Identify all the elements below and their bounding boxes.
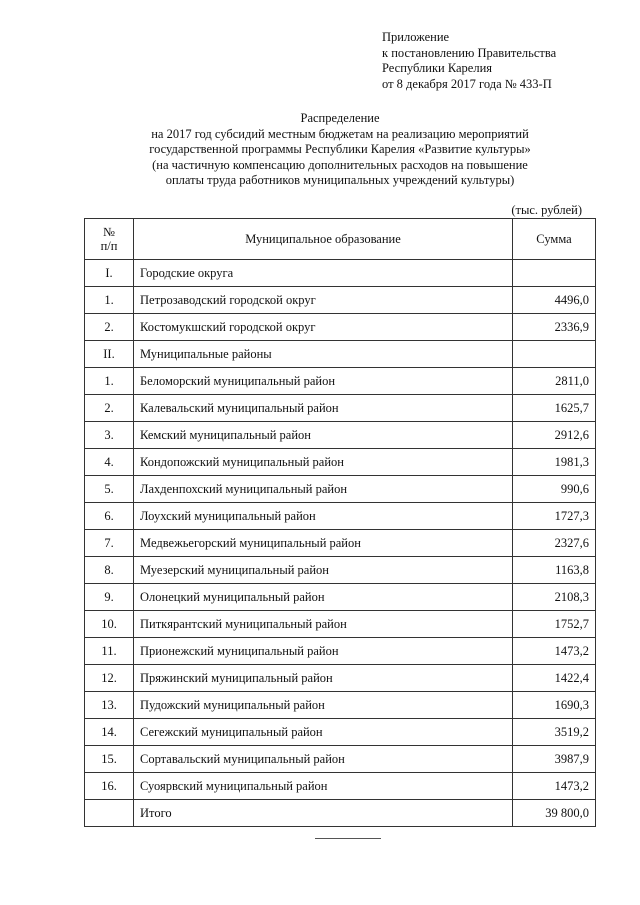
table-row — [85, 503, 596, 530]
row-sum-cell: 3519,2 — [513, 719, 596, 746]
row-num-cell: 3. — [85, 422, 134, 449]
row-name-cell: Беломорский муниципальный район — [134, 368, 513, 395]
row-sum-cell: 2327,6 — [513, 530, 596, 557]
title-line: (на частичную компенсацию дополнительных расходов на повышение — [152, 157, 528, 172]
table-row — [85, 800, 596, 827]
row-num-cell: 1. — [85, 368, 134, 395]
table-row — [85, 746, 596, 773]
table-row — [85, 557, 596, 584]
appendix-line: к постановлению Правительства — [382, 45, 557, 60]
header-num-line2: п/п — [100, 239, 118, 253]
row-sum-cell: 2811,0 — [513, 368, 596, 395]
appendix-line: Республики Карелия — [382, 61, 493, 75]
table-row — [85, 638, 596, 665]
row-num-cell: 7. — [85, 530, 134, 557]
row-name-cell: Пряжинский муниципальный район — [134, 665, 513, 692]
row-sum-cell: 1752,7 — [513, 611, 596, 638]
row-num-cell: 1. — [85, 287, 134, 314]
row-num-cell: 16. — [85, 773, 134, 800]
title-line: на 2017 год субсидий местным бюджетам на реализацию мероприятий — [151, 126, 529, 141]
table-row — [85, 584, 596, 611]
title-line: оплаты труда работников муниципальных учреждений культуры) — [165, 173, 515, 187]
row-sum-cell: 1422,4 — [513, 665, 596, 692]
row-num-cell — [85, 800, 134, 827]
row-name-cell: Медвежьегорский муниципальный район — [134, 530, 513, 557]
table-header-row — [85, 219, 596, 260]
table-row — [85, 692, 596, 719]
row-num-cell: 8. — [85, 557, 134, 584]
row-name-cell: Сегежский муниципальный район — [134, 719, 513, 746]
row-num-cell: 10. — [85, 611, 134, 638]
row-name-cell: Калевальский муниципальный район — [134, 395, 513, 422]
title-line: Распределение — [300, 111, 380, 125]
row-name-cell: Кемский муниципальный район — [134, 422, 513, 449]
row-num-cell: 4. — [85, 449, 134, 476]
row-name-cell: Петрозаводский городской округ — [134, 287, 513, 314]
row-sum-cell: 1163,8 — [513, 557, 596, 584]
row-name-cell: Пудожский муниципальный район — [134, 692, 513, 719]
table-row — [85, 395, 596, 422]
appendix-line: Приложение — [382, 30, 450, 44]
appendix-header — [382, 30, 556, 92]
row-num-cell: 5. — [85, 476, 134, 503]
row-num-cell: I. — [85, 260, 134, 287]
table-row — [85, 287, 596, 314]
table-row — [85, 719, 596, 746]
appendix-line: от 8 декабря 2017 года № 433-П — [382, 76, 552, 91]
table-row — [85, 260, 596, 287]
header-num-line1: № — [103, 225, 115, 239]
distribution-table — [84, 218, 596, 827]
row-num-cell: 6. — [85, 503, 134, 530]
row-name-cell: Муезерский муниципальный район — [134, 557, 513, 584]
title-line: государственной программы Республики Карелия «Развитие культуры» — [149, 142, 531, 156]
table-row — [85, 530, 596, 557]
row-name-cell: Кондопожский муниципальный район — [134, 449, 513, 476]
row-sum-cell: 1473,2 — [513, 638, 596, 665]
row-name-cell: Лоухский муниципальный район — [134, 503, 513, 530]
row-sum-cell: 2912,6 — [513, 422, 596, 449]
row-name-cell: Итого — [134, 800, 513, 827]
end-rule — [315, 838, 381, 839]
row-sum-cell: 1727,3 — [513, 503, 596, 530]
table-body — [85, 260, 596, 827]
row-name-cell: Прионежский муниципальный район — [134, 638, 513, 665]
row-num-cell: 15. — [85, 746, 134, 773]
row-name-cell: Муниципальные районы — [134, 341, 513, 368]
row-name-cell: Олонецкий муниципальный район — [134, 584, 513, 611]
row-sum-cell: 3987,9 — [513, 746, 596, 773]
row-sum-cell — [513, 260, 596, 287]
row-name-cell: Питкярантский муниципальный район — [134, 611, 513, 638]
table-row — [85, 368, 596, 395]
row-sum-cell: 4496,0 — [513, 287, 596, 314]
row-num-cell: 13. — [85, 692, 134, 719]
table-row — [85, 341, 596, 368]
row-sum-cell: 1625,7 — [513, 395, 596, 422]
row-sum-cell — [513, 341, 596, 368]
row-num-cell: 11. — [85, 638, 134, 665]
row-sum-cell: 39 800,0 — [513, 800, 596, 827]
row-name-cell: Городские округа — [134, 260, 513, 287]
table-row — [85, 773, 596, 800]
header-num — [85, 219, 134, 260]
row-name-cell: Лахденпохский муниципальный район — [134, 476, 513, 503]
row-sum-cell: 2108,3 — [513, 584, 596, 611]
row-sum-cell: 990,6 — [513, 476, 596, 503]
row-sum-cell: 1690,3 — [513, 692, 596, 719]
row-num-cell: 9. — [85, 584, 134, 611]
table-row — [85, 665, 596, 692]
table-row — [85, 422, 596, 449]
table-row — [85, 611, 596, 638]
table-row — [85, 449, 596, 476]
row-num-cell: 14. — [85, 719, 134, 746]
table-row — [85, 476, 596, 503]
row-num-cell: 2. — [85, 314, 134, 341]
units-label: (тыс. рублей) — [511, 203, 582, 217]
row-name-cell: Сортавальский муниципальный район — [134, 746, 513, 773]
header-sum: Сумма — [513, 219, 596, 260]
row-name-cell: Костомукшский городской округ — [134, 314, 513, 341]
document-title — [80, 111, 600, 189]
row-name-cell: Суоярвский муниципальный район — [134, 773, 513, 800]
table-row — [85, 314, 596, 341]
row-sum-cell: 1473,2 — [513, 773, 596, 800]
row-num-cell: 12. — [85, 665, 134, 692]
row-num-cell: II. — [85, 341, 134, 368]
row-sum-cell: 2336,9 — [513, 314, 596, 341]
row-num-cell: 2. — [85, 395, 134, 422]
row-sum-cell: 1981,3 — [513, 449, 596, 476]
header-name: Муниципальное образование — [134, 219, 513, 260]
